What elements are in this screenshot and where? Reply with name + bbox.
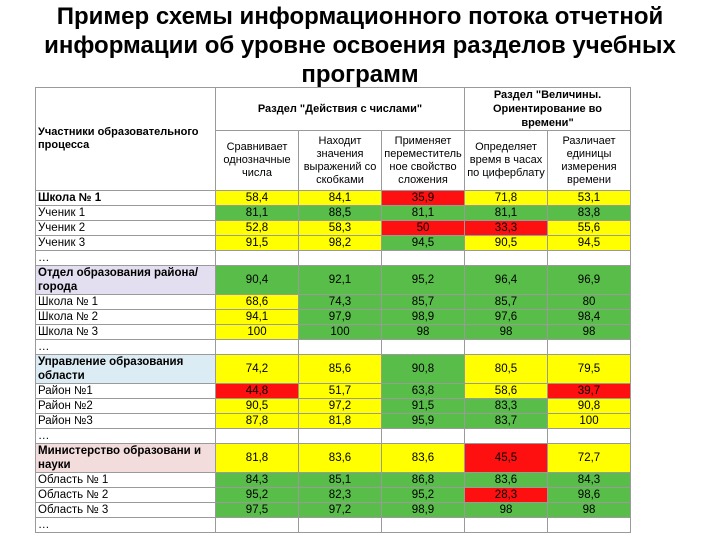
page-title: Пример схемы информационного потока отчетной информации об уровне освоения разделов учебных программ <box>44 3 676 88</box>
results-table <box>35 87 631 533</box>
row-label: Район №2 <box>36 399 216 414</box>
table-row <box>36 399 631 414</box>
value-cell <box>465 429 548 444</box>
value-cell: 72,7 <box>548 444 631 473</box>
table-row <box>36 325 631 340</box>
table-row <box>36 191 631 206</box>
value-cell: 81,8 <box>299 414 382 429</box>
value-cell: 94,5 <box>382 236 465 251</box>
value-cell: 81,1 <box>465 206 548 221</box>
value-cell <box>382 251 465 266</box>
value-cell: 85,6 <box>299 355 382 384</box>
value-cell: 63,8 <box>382 384 465 399</box>
row-label: Школа № 1 <box>36 191 216 206</box>
value-cell: 85,7 <box>465 295 548 310</box>
value-cell: 97,2 <box>299 503 382 518</box>
table-row <box>36 221 631 236</box>
value-cell: 35,9 <box>382 191 465 206</box>
value-cell: 97,2 <box>299 399 382 414</box>
value-cell: 84,1 <box>299 191 382 206</box>
value-cell: 98 <box>465 503 548 518</box>
value-cell: 95,2 <box>216 488 299 503</box>
value-cell: 98,6 <box>548 488 631 503</box>
value-cell: 50 <box>382 221 465 236</box>
value-cell <box>548 518 631 533</box>
value-cell: 95,2 <box>382 266 465 295</box>
column-header: Находит значения выражений со скобками <box>299 131 382 191</box>
value-cell: 83,6 <box>465 473 548 488</box>
row-label: Область № 1 <box>36 473 216 488</box>
value-cell: 95,9 <box>382 414 465 429</box>
value-cell: 39,7 <box>548 384 631 399</box>
column-header: Сравнивает однозначные числа <box>216 131 299 191</box>
value-cell: 95,2 <box>382 488 465 503</box>
value-cell: 94,5 <box>548 236 631 251</box>
value-cell: 51,7 <box>299 384 382 399</box>
value-cell <box>465 518 548 533</box>
value-cell: 74,3 <box>299 295 382 310</box>
section-header-time: Раздел "Величины. Ориентирование во времени" <box>465 88 631 131</box>
row-label: Министерство образовани и науки <box>36 444 216 473</box>
value-cell <box>216 251 299 266</box>
value-cell <box>382 518 465 533</box>
table-row <box>36 518 631 533</box>
value-cell: 28,3 <box>465 488 548 503</box>
row-label: Район №1 <box>36 384 216 399</box>
value-cell: 83,6 <box>382 444 465 473</box>
value-cell: 98 <box>465 325 548 340</box>
row-label: Район №3 <box>36 414 216 429</box>
table-row <box>36 414 631 429</box>
value-cell: 91,5 <box>216 236 299 251</box>
value-cell: 90,8 <box>382 355 465 384</box>
value-cell: 83,3 <box>465 399 548 414</box>
table-row <box>36 473 631 488</box>
value-cell: 96,9 <box>548 266 631 295</box>
value-cell <box>465 340 548 355</box>
value-cell: 86,8 <box>382 473 465 488</box>
value-cell <box>216 429 299 444</box>
value-cell: 81,1 <box>382 206 465 221</box>
value-cell: 58,3 <box>299 221 382 236</box>
value-cell: 97,5 <box>216 503 299 518</box>
value-cell: 88,5 <box>299 206 382 221</box>
row-label: … <box>36 429 216 444</box>
table-row <box>36 295 631 310</box>
value-cell: 74,2 <box>216 355 299 384</box>
table-row <box>36 251 631 266</box>
value-cell: 90,5 <box>216 399 299 414</box>
value-cell: 91,5 <box>382 399 465 414</box>
value-cell: 45,5 <box>465 444 548 473</box>
value-cell: 90,5 <box>465 236 548 251</box>
row-label: Отдел образования района/города <box>36 266 216 295</box>
value-cell: 98,9 <box>382 503 465 518</box>
value-cell: 58,4 <box>216 191 299 206</box>
participants-header: Участники образовательного процесса <box>36 88 216 191</box>
value-cell <box>216 340 299 355</box>
value-cell <box>382 340 465 355</box>
table-row <box>36 236 631 251</box>
row-label: … <box>36 251 216 266</box>
value-cell <box>548 429 631 444</box>
value-cell: 90,8 <box>548 399 631 414</box>
table-row <box>36 488 631 503</box>
row-label: Область № 3 <box>36 503 216 518</box>
row-label: Ученик 2 <box>36 221 216 236</box>
column-header: Определяет время в часах по циферблату <box>465 131 548 191</box>
value-cell: 84,3 <box>216 473 299 488</box>
value-cell: 55,6 <box>548 221 631 236</box>
table-row <box>36 503 631 518</box>
value-cell: 97,6 <box>465 310 548 325</box>
value-cell: 80 <box>548 295 631 310</box>
row-label: … <box>36 340 216 355</box>
value-cell: 79,5 <box>548 355 631 384</box>
table-row <box>36 355 631 384</box>
value-cell: 96,4 <box>465 266 548 295</box>
value-cell <box>299 251 382 266</box>
value-cell: 98 <box>548 503 631 518</box>
value-cell: 100 <box>216 325 299 340</box>
value-cell: 98,9 <box>382 310 465 325</box>
value-cell: 53,1 <box>548 191 631 206</box>
value-cell: 100 <box>548 414 631 429</box>
value-cell: 82,3 <box>299 488 382 503</box>
value-cell: 98 <box>548 325 631 340</box>
value-cell: 98 <box>382 325 465 340</box>
value-cell: 100 <box>299 325 382 340</box>
value-cell: 71,8 <box>465 191 548 206</box>
row-label: Школа № 3 <box>36 325 216 340</box>
row-label: Управление образования области <box>36 355 216 384</box>
row-label: … <box>36 518 216 533</box>
value-cell: 58,6 <box>465 384 548 399</box>
table-row <box>36 266 631 295</box>
value-cell: 85,1 <box>299 473 382 488</box>
value-cell: 44,8 <box>216 384 299 399</box>
value-cell: 92,1 <box>299 266 382 295</box>
table-row <box>36 206 631 221</box>
value-cell: 68,6 <box>216 295 299 310</box>
row-label: Область № 2 <box>36 488 216 503</box>
value-cell: 33,3 <box>465 221 548 236</box>
value-cell <box>548 340 631 355</box>
value-cell: 90,4 <box>216 266 299 295</box>
value-cell: 98,4 <box>548 310 631 325</box>
value-cell: 85,7 <box>382 295 465 310</box>
row-label: Школа № 2 <box>36 310 216 325</box>
value-cell: 97,9 <box>299 310 382 325</box>
row-label: Ученик 1 <box>36 206 216 221</box>
table-row <box>36 310 631 325</box>
table-row <box>36 429 631 444</box>
value-cell: 52,8 <box>216 221 299 236</box>
value-cell: 94,1 <box>216 310 299 325</box>
row-label: Ученик 3 <box>36 236 216 251</box>
value-cell <box>299 429 382 444</box>
row-label: Школа № 1 <box>36 295 216 310</box>
value-cell: 81,1 <box>216 206 299 221</box>
table-row <box>36 444 631 473</box>
value-cell: 84,3 <box>548 473 631 488</box>
table-row <box>36 340 631 355</box>
value-cell <box>548 251 631 266</box>
value-cell: 83,8 <box>548 206 631 221</box>
value-cell: 98,2 <box>299 236 382 251</box>
value-cell: 83,7 <box>465 414 548 429</box>
value-cell <box>465 251 548 266</box>
value-cell: 80,5 <box>465 355 548 384</box>
value-cell: 87,8 <box>216 414 299 429</box>
column-header: Различает единицы измерения времени <box>548 131 631 191</box>
table-row <box>36 384 631 399</box>
value-cell <box>382 429 465 444</box>
value-cell: 81,8 <box>216 444 299 473</box>
section-header-numbers: Раздел "Действия с числами" <box>216 88 465 131</box>
value-cell: 83,6 <box>299 444 382 473</box>
value-cell <box>299 340 382 355</box>
value-cell <box>216 518 299 533</box>
value-cell <box>299 518 382 533</box>
column-header: Применяет переместитель ное свойство сложения <box>382 131 465 191</box>
